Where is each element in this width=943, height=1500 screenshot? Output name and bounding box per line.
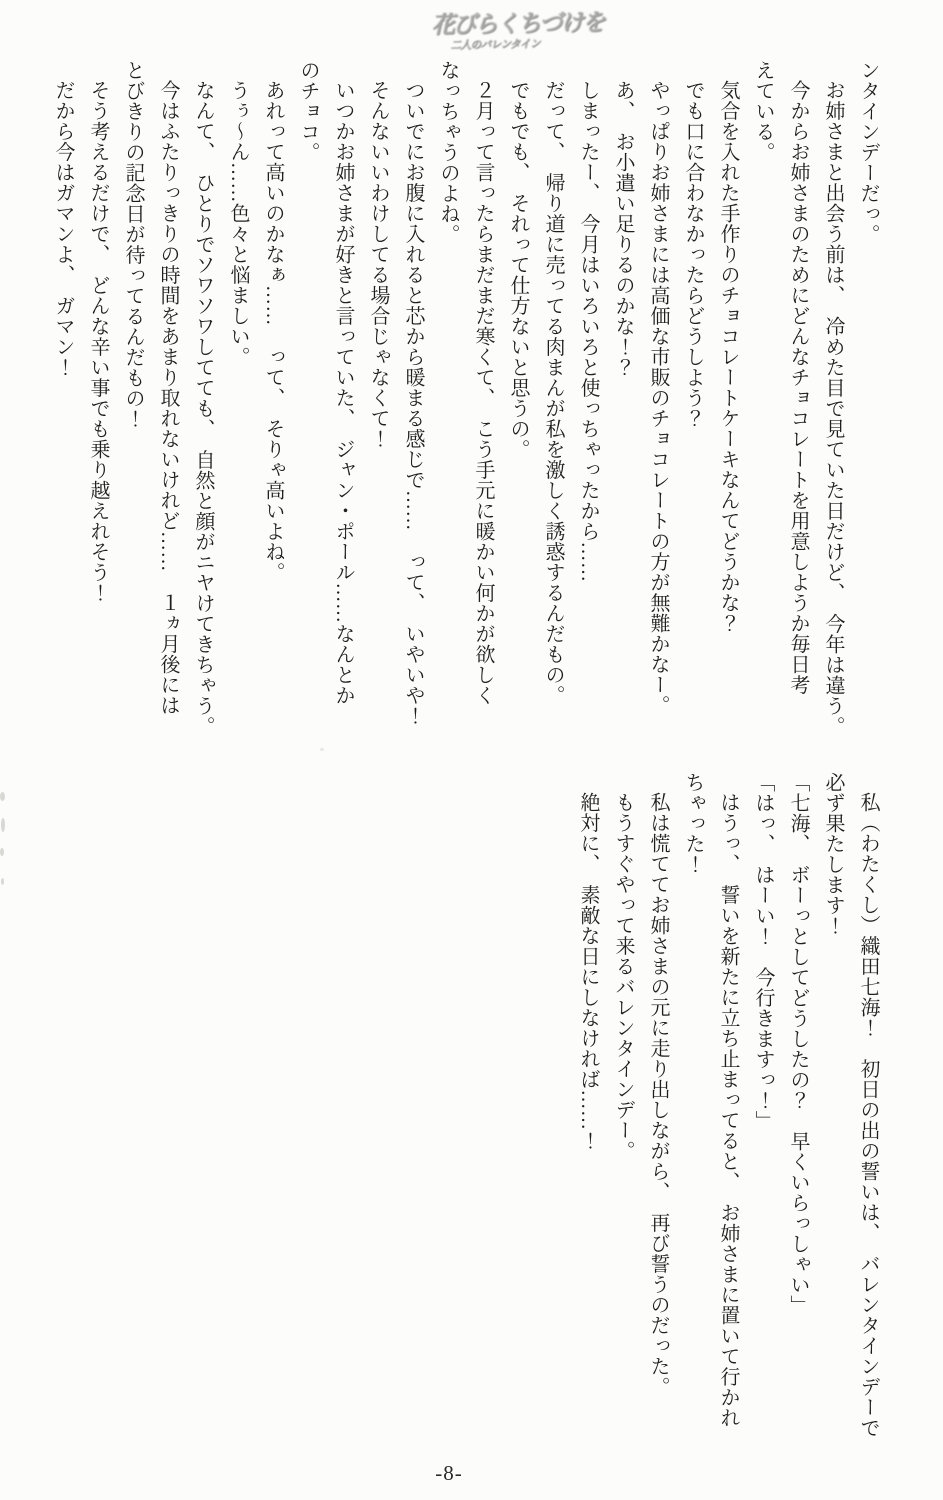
text-line: なっちゃうのよね。: [437, 60, 459, 245]
text-line: とびきりの記念日が待ってるんだもの！: [122, 60, 144, 429]
text-line: お姉さまと出会う前は、 冷めた目で見ていた日だけど、 今年は違う。: [822, 80, 844, 737]
text-line: ついでにお腹に入れると芯から暖まる感じで…… って、 いやいや！: [402, 80, 424, 726]
vertical-text-block-bottom: [563, 772, 885, 1478]
text-line: でもでも、 それって仕方ないと思うの。: [507, 80, 529, 460]
text-line: 絶対に、 素敵な日にしなければ……！: [577, 792, 599, 1151]
text-line: うぅ～ん……色々と悩ましい。: [227, 80, 249, 367]
text-line: そんないいわけしてる場合じゃなくて！: [367, 80, 389, 449]
text-line: もうすぐやって来るバレンタインデー。: [612, 792, 634, 1161]
scan-speck: [1, 818, 5, 832]
text-line: 「はっ、 はーい！ 今行きますっ！」: [752, 772, 774, 1131]
text-line: そう考えるだけで、 どんな辛い事でも乗り越えれそう！: [87, 80, 109, 603]
text-line: あれって高いのかなぁ…… って、 そりゃ高いよね。: [262, 80, 284, 583]
text-line: 気合を入れた手作りのチョコレートケーキなんてどうかな？: [717, 80, 739, 634]
scan-speck: [1, 878, 4, 885]
header-logo: [428, 3, 639, 52]
text-line: しまったー、 今月はいろいろと使っちゃったから……: [577, 80, 599, 583]
scan-speck: [320, 748, 324, 751]
text-line: なんて、 ひとりでソワソワしてても、 自然と顔がニヤけてきちゃう。: [192, 80, 214, 737]
text-line: 必ず果たします！: [822, 772, 844, 936]
text-line: でも口に合わなかったらどうしよう？: [682, 80, 704, 429]
text-line: だって、 帰り道に売ってる肉まんが私を激しく誘惑するんだもの。: [542, 80, 564, 706]
text-line: ２月って言ったらまだまだ寒くて、 こう手元に暖かい何かが欲しく: [472, 80, 494, 706]
text-line: はうっ、 誓いを新たに立ち止まってると、 お姉さまに置いて行かれ: [717, 792, 739, 1428]
text-line: だから今はガマンよ、 ガマン！: [52, 80, 74, 378]
text-line: 今はふたりっきりの時間をあまり取れないけれど…… １ヵ月後には: [157, 80, 179, 716]
text-line: 「七海、 ボーっとしてどうしたの？ 早くいらっしゃい」: [787, 772, 809, 1316]
logo-title: 花びらくちづけを: [430, 9, 609, 38]
text-line: えている。: [752, 60, 774, 163]
scan-speck: [0, 848, 4, 856]
text-line: 私（わたくし）織田七海！ 初日の出の誓いは、 バレンタインデーで: [857, 792, 879, 1438]
text-line: のチョコ。: [297, 60, 319, 163]
text-line: 今からお姉さまのためにどんなチョコレートを用意しようか毎日考: [787, 80, 809, 695]
text-line: ンタインデーだっ。: [857, 60, 879, 245]
text-line: ちゃった！: [682, 772, 704, 875]
vertical-text-block-top: [29, 60, 885, 776]
page-number: -8-: [435, 1461, 463, 1485]
logo-subtitle: 二人のバレンタイン: [450, 38, 542, 52]
text-line: あ、 お小遣い足りるのかな！？: [612, 80, 634, 378]
text-line: 私は慌ててお姉さまの元に走り出しながら、 再び誓うのだった。: [647, 792, 669, 1397]
text-line: いつかお姉さまが好きと言っていた、 ジャン・ポール……なんとか: [332, 80, 354, 706]
scan-speck: [0, 792, 5, 801]
text-line: やっぱりお姉さまには高価な市販のチョコレートの方が無難かなー。: [647, 80, 669, 716]
